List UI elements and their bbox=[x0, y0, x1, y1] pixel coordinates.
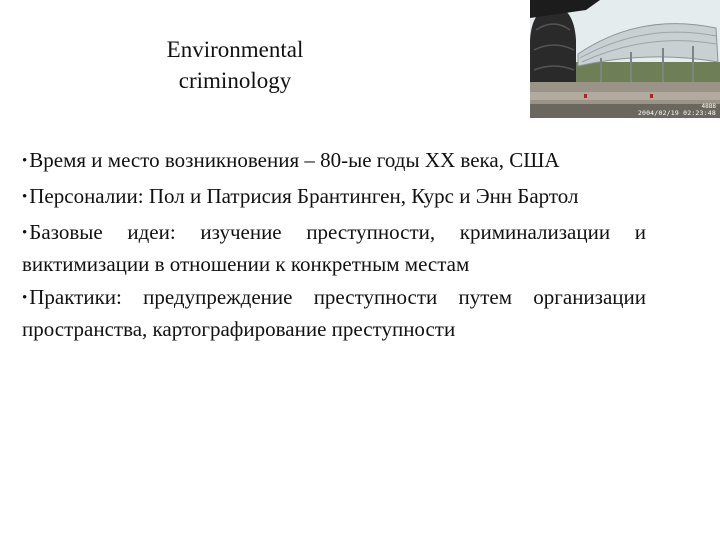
bullet-text: Персоналии: Пол и Патрисия Брантинген, Курс и Энн Бартол bbox=[29, 184, 579, 208]
bullet-item bbox=[22, 146, 646, 178]
photo-timestamp: 2004/02/19 02:23:48 bbox=[637, 109, 716, 117]
bullet-mark: • bbox=[22, 153, 28, 169]
bullet-item bbox=[22, 283, 646, 344]
stadium-photo-illustration bbox=[530, 0, 720, 118]
slide-title-line-2: criminology bbox=[178, 68, 292, 93]
bullet-list bbox=[22, 146, 646, 348]
bullet-text: Практики: предупреждение преступности путем организации пространства, картографирование преступности bbox=[22, 285, 646, 341]
slide-title-line-1: Environmental bbox=[166, 37, 304, 62]
bullet-text: Базовые идеи: изучение преступности, криминализации и виктимизации в отношении к конкретным местам bbox=[22, 220, 646, 276]
bullet-mark: • bbox=[22, 189, 28, 205]
bullet-text: Время и место возникновения – 80-ые годы XX века, США bbox=[29, 148, 560, 172]
bullet-item bbox=[22, 218, 646, 279]
stadium-photo bbox=[530, 0, 720, 118]
bullet-mark: • bbox=[22, 225, 28, 241]
slide-title bbox=[120, 34, 350, 96]
bullet-mark: • bbox=[22, 290, 28, 306]
bullet-item bbox=[22, 182, 646, 214]
photo-counter: 4888 bbox=[701, 103, 716, 110]
